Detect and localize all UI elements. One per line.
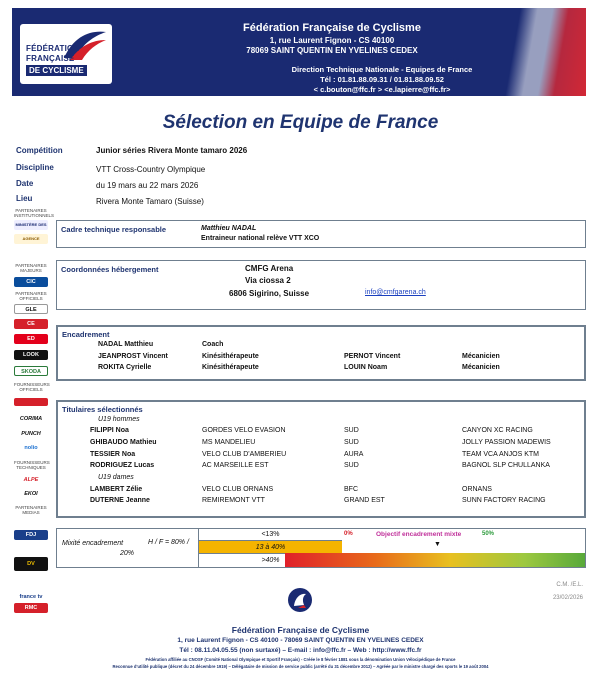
encadrement-row3-role2: Mécanicien (462, 364, 500, 371)
sponsor-punch-logo: PUNCH (14, 429, 48, 439)
letterhead-banner (12, 8, 586, 96)
lieu-value: Rivera Monte Tamaro (Suisse) (96, 197, 204, 206)
rider-team: BAGNOL SLP CHULLANKA (462, 462, 550, 469)
cadre-technique-box (56, 220, 586, 248)
sponsor-alpe-logo: ALPE (14, 475, 48, 485)
sponsor-ministere-logo: MINISTÈRE DES (14, 220, 48, 230)
logo-text-line3: DE CYCLISME (26, 65, 87, 76)
rooster-icon (286, 586, 314, 614)
footer-address: 1, rue Laurent Fignon - CS 40100 - 78069 SAINT QUENTIN EN YVELINES CEDEX (177, 637, 424, 644)
sponsor-fournisseurs-heading: FOURNISSEURS OFFICIELS (14, 382, 50, 392)
titulaires-label: Titulaires sélectionnés (62, 405, 143, 414)
sponsor-techniques-heading: FOURNISSEURS TECHNIQUES (14, 460, 50, 470)
hebergement-street: Via ciossa 2 (245, 276, 291, 285)
footer-legal-line2: Reconnue d'utilité publique (décret du 24 décembre 1919) – Délégataire de mission de service public (arrêté du 31 décembre 2012) – Agréée par le ministre chargé des sports le 19 août 2004 (112, 664, 489, 669)
rider-team: TEAM VCA ANJOS KTM (462, 451, 540, 458)
encadrement-row3-name: ROKITA Cyrielle (98, 364, 152, 371)
header-title: Fédération Française de Cyclisme (243, 22, 421, 34)
lieu-label: Lieu (16, 194, 33, 203)
sponsor-cic-logo: CIC (14, 277, 48, 287)
encadrement-row1-name: NADAL Matthieu (98, 341, 154, 348)
signature-date: 23/02/2026 (552, 595, 583, 601)
encadrement-row2-name: JEANPROST Vincent (98, 353, 168, 360)
category-u19-hommes: U19 hommes (98, 416, 140, 423)
hebergement-label: Coordonnées hébergement (61, 265, 159, 274)
rider-region: SUD (344, 462, 359, 469)
rider-region: SUD (344, 427, 359, 434)
hebergement-email-link[interactable]: info@cmfgarena.ch (365, 289, 426, 296)
titulaires-box (56, 400, 586, 518)
rider-team: JOLLY PASSION MADEWIS (462, 439, 551, 446)
rider-team: SUNN FACTORY RACING (462, 497, 546, 504)
rider-name: LAMBERT Zélie (90, 486, 143, 493)
scale-objective: Objectif encadrement mixte (376, 531, 462, 538)
footer-title: Fédération Française de Cyclisme (231, 625, 370, 635)
rider-region: GRAND EST (344, 497, 385, 504)
rider-team: CANYON XC RACING (462, 427, 533, 434)
scale-end: 50% (482, 531, 495, 537)
cadre-technique-name: Matthieu NADAL (201, 225, 257, 232)
category-u19-dames: U19 dames (98, 474, 134, 481)
hebergement-city: 6806 Sigirino, Suisse (229, 289, 310, 298)
sponsor-medias-heading: PARTENAIRES MEDIAS (15, 505, 47, 515)
competition-value: Junior séries Rivera Monte tamaro 2026 (96, 146, 248, 155)
mixite-ratio: H / F = 80% / (148, 539, 189, 546)
sponsor-red-logo (14, 398, 48, 406)
encadrement-box (56, 325, 586, 381)
discipline-label: Discipline (16, 163, 54, 172)
footer-contact[interactable]: Tél : 08.11.04.05.55 (non surtaxé) – E-mail : info@ffc.fr – Web : http://www.ffc.fr (179, 647, 422, 654)
hebergement-box (56, 260, 586, 310)
sponsor-rmc-logo: RMC (14, 603, 48, 613)
sponsor-majeurs-heading: PARTENAIRES MAJEURS (15, 263, 47, 273)
sponsor-ans-logo: AGENCE (14, 234, 48, 244)
sponsor-ekoi-logo: EKOI (14, 489, 48, 499)
competition-label: Compétition (16, 146, 63, 155)
ffc-logo (20, 24, 112, 84)
mixite-gauge-bar (285, 553, 585, 567)
sponsor-fdj-logo: FDJ (14, 530, 48, 540)
sponsor-institutional-heading: PARTENAIRES INSTITUTIONNELS (14, 208, 55, 218)
sponsor-ce-logo: CE (14, 319, 48, 329)
sponsor-ed-logo: ED (14, 334, 48, 344)
encadrement-row3-role: Kinésithérapeute (202, 364, 259, 371)
document-title: Sélection en Equipe de France (162, 112, 439, 133)
signature-initials: C.M. /E.L. (556, 582, 583, 588)
rider-name: TESSIER Noa (90, 451, 136, 458)
header-emails[interactable]: < c.bouton@ffc.fr > <e.lapierre@ffc.fr> (313, 85, 451, 94)
sponsor-nolio-logo: nolio (14, 443, 48, 453)
sponsor-skoda-logo: SKODA (14, 366, 48, 376)
sponsor-francetv-logo: france tv (14, 592, 48, 602)
cadre-technique-role: Entraineur national relève VTT XCO (201, 235, 320, 242)
date-label: Date (16, 179, 34, 188)
mixite-range-low: <13% (198, 529, 342, 541)
header-phone: Tél : 01.81.88.09.31 / 01.81.88.09.52 (320, 75, 444, 84)
rider-club: MS MANDELIEU (202, 439, 256, 446)
scale-start: 0% (344, 531, 353, 537)
rider-name: DUTERNE Jeanne (90, 497, 150, 504)
header-address-line1: 1, rue Laurent Fignon - CS 40100 (269, 36, 395, 45)
rider-club: REMIREMONT VTT (202, 497, 265, 504)
rider-region: AURA (344, 451, 364, 458)
sponsor-dv-logo: DV (14, 557, 48, 571)
rider-club: GORDES VELO EVASION (202, 427, 286, 434)
encadrement-label: Encadrement (62, 330, 110, 339)
encadrement-row2-role2: Mécanicien (462, 353, 500, 360)
encadrement-row2-name2: PERNOT Vincent (344, 353, 401, 360)
gauge-marker-icon: ▼ (434, 541, 441, 548)
cadre-technique-label: Cadre technique responsable (61, 225, 167, 234)
sponsor-corima-logo: CORIMA (14, 414, 48, 424)
rider-club: AC MARSEILLE EST (202, 462, 269, 469)
sponsor-officiels-heading: PARTENAIRES OFFICIELS (15, 291, 47, 301)
hebergement-name: CMFG Arena (245, 264, 294, 273)
rider-region: SUD (344, 439, 359, 446)
rider-name: RODRIGUEZ Lucas (90, 462, 155, 469)
date-value: du 19 mars au 22 mars 2026 (96, 181, 199, 190)
footer-legal-line1: Fédération affiliée au CNOSF (Comité National Olympique et Sportif Français) - Créée le 8 février 1881 sous la dénomination Union Vélocipédique de France (145, 657, 456, 662)
rider-name: FILIPPI Noa (90, 427, 129, 434)
discipline-value: VTT Cross-Country Olympique (96, 165, 206, 174)
header-address-line2: 78069 SAINT QUENTIN EN YVELINES CEDEX (246, 46, 418, 55)
logo-text-line1: FÉDÉRATION (26, 44, 80, 53)
mixite-range-high: >40% (198, 554, 342, 567)
sponsor-gle-logo: GLE (14, 304, 48, 314)
mixite-range-mid-highlight: 13 à 40% (198, 541, 342, 554)
mixite-label: Mixité encadrement (62, 540, 124, 547)
rider-club: VELO CLUB ORNANS (202, 486, 274, 493)
encadrement-row3-name2: LOUIN Noam (344, 364, 388, 371)
mixite-ratio-female: 20% (120, 550, 135, 557)
header-dtn: Direction Technique Nationale - Equipes de France (291, 65, 473, 74)
sponsor-look-logo: LOOK (14, 350, 48, 360)
logo-text-line2: FRANÇAISE (26, 54, 75, 63)
rider-team: ORNANS (462, 486, 492, 493)
rider-club: VELO CLUB D'AMBERIEU (202, 451, 287, 458)
rider-name: GHIBAUDO Mathieu (90, 439, 157, 446)
encadrement-row1-role: Coach (202, 341, 224, 348)
encadrement-row2-role: Kinésithérapeute (202, 353, 259, 360)
rider-region: BFC (344, 486, 358, 493)
